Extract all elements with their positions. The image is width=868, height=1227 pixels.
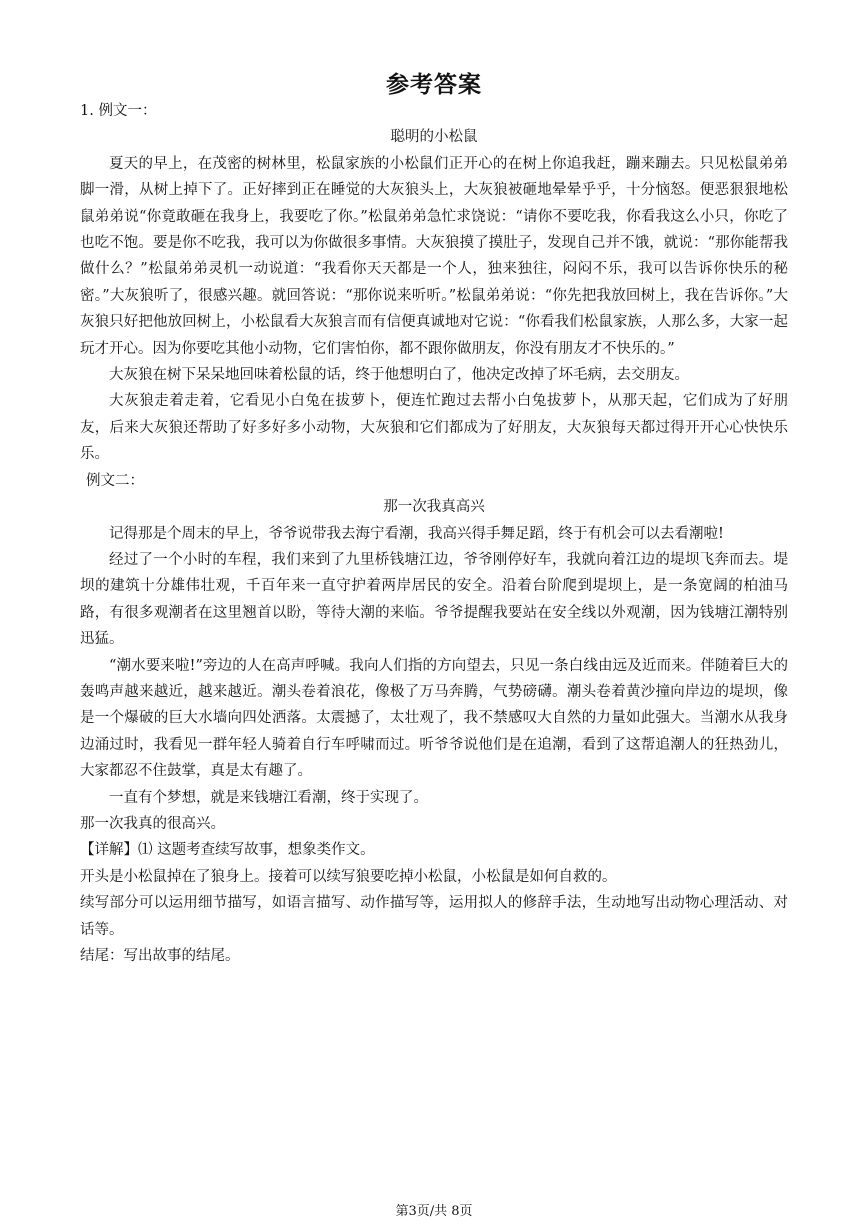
analysis-line-4: 结尾：写出故事的结尾。 [80,948,240,964]
analysis-line-2: 开头是小松鼠掉在了狼身上。接着可以续写狼要吃掉小松鼠，小松鼠是如何自救的。 [80,868,617,885]
essay-1-paragraph-1: 夏天的早上，在茂密的树林里，松鼠家族的小松鼠们正开心的在树上你追我赶，蹦来蹦去。只见松鼠弟弟脚一滑，从树上掉下了。正好摔到正在睡觉的大灰狼头上，大灰狼被砸地晕晕乎乎，十分恼怒。便恶狠狠地松鼠弟弟说“你竟敢砸在我身上，我要吃了你。”松鼠弟弟急忙求饶说：“请你不要吃我，你看我这么小只，你吃了也吃不饱。要是你不吃我，我可以为你做很多事情。大灰狼摸了摸肚子，发现自己并不饿，就说：“那你能帮我做什么？”松鼠弟弟灵机一动说道：“我看你天天都是一个人，独来独往，闷闷不乐，我可以告诉你快乐的秘密。”大灰狼听了，很感兴趣。就回答说：“那你说来听听。”松鼠弟弟说：“你先把我放回树上，我在告诉你。”大灰狼只好把他放回树上，小松鼠看大灰狼言而有信便真诚地对它说：“你看我们松鼠家族，人那么多，大家一起玩才开心。因为你要吃其他小动物，它们害怕你，都不跟你做朋友，你没有朋友才不快乐的。” [80,155,788,357]
essay-1-title: 聪明的小松鼠 [390,129,478,146]
page-number-footer: 第3页/共 8页 [395,1204,473,1219]
answer-content [80,98,788,969]
analysis-label: 【详解】 [80,842,138,859]
analysis-line-1 [80,837,788,863]
essay-2-paragraph-4: 一直有个梦想，就是来钱塘江看潮，终于实现了。 [109,789,428,806]
question-1-label: 1. 例文一： [80,103,157,119]
analysis-text-1: ⑴ 这题考查续写故事，想象类作文。 [138,842,375,859]
essay-2-paragraph-1: 记得那是个周末的早上，爷爷说带我去海宁看潮，我高兴得手舞足蹈，终于有机会可以去看潮啦! [109,525,724,542]
essay-2-label: 例文二： [86,472,144,489]
essay-2-paragraph-2: 经过了一个小时的车程，我们来到了九里桥钱塘江边，爷爷刚停好车，我就向着江边的堤坝飞奔而去。堤坝的建筑十分雄伟壮观，千百年来一直守护着两岸居民的安全。沿着台阶爬到堤坝上，是一条宽阔的柏油马路，有很多观潮者在这里翘首以盼，等待大潮的来临。爷爷提醒我要站在安全线以外观潮，因为钱塘江潮特别迅猛。 [80,551,788,648]
essay-2-paragraph-3: “潮水要来啦!”旁边的人在高声呼喊。我向人们指的方向望去，只见一条白线由远及近而来。伴随着巨大的轰鸣声越来越近，越来越近。潮头卷着浪花，像极了万马奔腾，气势磅礴。潮头卷着黄沙撞向岸边的堤坝，像是一个爆破的巨大水墙向四处洒落。太震撼了，太壮观了，我不禁感叹大自然的力量如此强大。当潮水从我身边涌过时，我看见一群年轻人骑着自行车呼啸而过。听爷爷说他们是在追潮，看到了这帮追潮人的狂热劲儿，大家都忍不住鼓掌，真是太有趣了。 [80,657,788,780]
essay-2-title: 那一次我真高兴 [383,499,485,516]
analysis-line-3: 续写部分可以运用细节描写，如语言描写、动作描写等，运用拟人的修辞手法，生动地写出动物心理活动、对话等。 [80,895,788,938]
essay-2-closing: 那一次我真的很高兴。 [80,815,225,832]
essay-1-paragraph-3: 大灰狼走着走着，它看见小白兔在拔萝卜，便连忙跑过去帮小白兔拔萝卜，从那天起，它们成为了好朋友，后来大灰狼还帮助了好多好多小动物，大灰狼和它们都成为了好朋友，大灰狼每天都过得开开心心快快乐乐。 [80,393,788,463]
essay-1-paragraph-2: 大灰狼在树下呆呆地回味着松鼠的话，终于他想明白了，他决定改掉了坏毛病，去交朋友。 [109,367,689,384]
page-title: 参考答案 [386,71,482,98]
